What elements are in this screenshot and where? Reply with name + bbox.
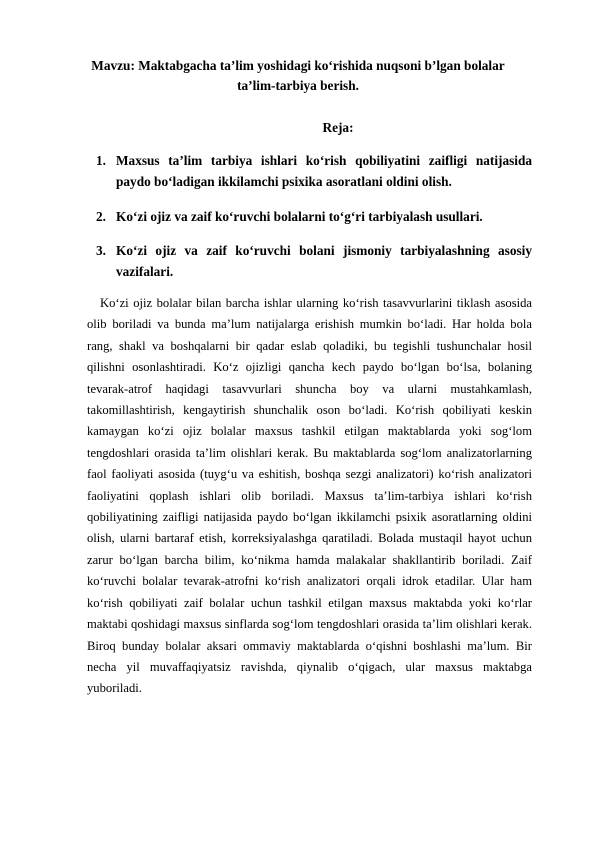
plan-item-3: [96, 240, 532, 282]
plan-list: [96, 240, 532, 282]
body-paragraph: [87, 293, 532, 700]
plan-item-text: Ko‘zi ojiz va zaif ko‘ruvchi bolalarni to‘g‘ri tarbiyalash usullari.: [116, 209, 483, 224]
paragraph-text: Ko‘zi ojiz bolalar bilan barcha ishlar ularning ko‘rish tasavvurlarini tiklash asosida olib boriladi va bunda ma’lum natijalarga erishish mumkin bo‘ladi. Har holda bola rang, shakl va boshqalarni bir qadar eslab qoladiki, bu tegishli tushunchalar hosil qilishni osonlashtiradi. Ko‘z ojizligi qancha kech paydo bo‘lgan bo‘lsa, bolaning tevarak-atrof haqidagi tasavvurlari shuncha boy va ularni mustahkamlash, takomillashtirish, kengaytirish shunchalik oson bo‘ladi. Ko‘rish qobiliyati keskin kamaygan ko‘zi ojiz bolalar maxsus tashkil etilgan maktablarda yoki sog‘lom tengdoshlari orasida ta’lim olishlari kerak. Bu maktablarda sog‘lom analizatorlarning faol faoliyati asosida (tuyg‘u va eshitish, boshqa sezgi analizatori) ko‘rish analizatori faoliyatini qoplash ishlari olib boriladi. Maxsus ta’lim-tarbiya ishlari ko‘rish qobiliyatining zaifligi natijasida paydo bo‘lgan ikkilamchi psixik asoratlarning oldini olish, ularni bartaraf etish, korreksiyalashga qaratiladi. Bolada mustaqil hayot uchun zarur bo‘lgan barcha bilim, ko‘nikma hamda malakalar shakllantirib boriladi. Zaif ko‘ruvchi bolalar tevarak-atrofni ko‘rish analizatori orqali idrok etadilar. Ular ham ko‘rish qobiliyati zaif bolalar uchun tashkil etilgan maxsus maktabda yoki ko‘rlar maktabi qoshidagi maxsus sinflarda sog‘lom tengdoshlari orasida ta’lim olishlari kerak. Biroq bunday bolalar aksari ommaviy maktablarda o‘qishni boshlashi ma’lum. Bir necha yil muvaffaqiyatsiz ravishda, qiynalib o‘qigach, ular maxsus maktabga yuboriladi.: [87, 296, 532, 696]
plan-item-number: 1.: [96, 153, 106, 168]
title-line-2: ta’lim-tarbiya berish.: [237, 78, 359, 93]
plan-list: [96, 206, 532, 227]
plan-heading: Reja:: [322, 120, 354, 135]
plan-item-number: 2.: [96, 209, 106, 224]
plan-item-1: [96, 150, 532, 192]
plan-item-text: Ko‘zi ojiz va zaif ko‘ruvchi bolani jismoniy tarbiyalashning asosiy vazifalari.: [116, 243, 532, 279]
plan-item-text: Maxsus ta’lim tarbiya ishlari ko‘rish qobiliyatini zaifligi natijasida paydo bo‘ladigan ikkilamchi psixika asoratlani oldini olish.: [116, 153, 532, 189]
plan-list: [96, 150, 532, 192]
title-line-1: Mavzu: Maktabgacha ta’lim yoshidagi ko‘rishida nuqsoni b’lgan bolalar: [91, 58, 505, 73]
plan-item-number: 3.: [96, 243, 106, 258]
plan-item-2: [96, 206, 532, 227]
document-title: [60, 56, 536, 96]
